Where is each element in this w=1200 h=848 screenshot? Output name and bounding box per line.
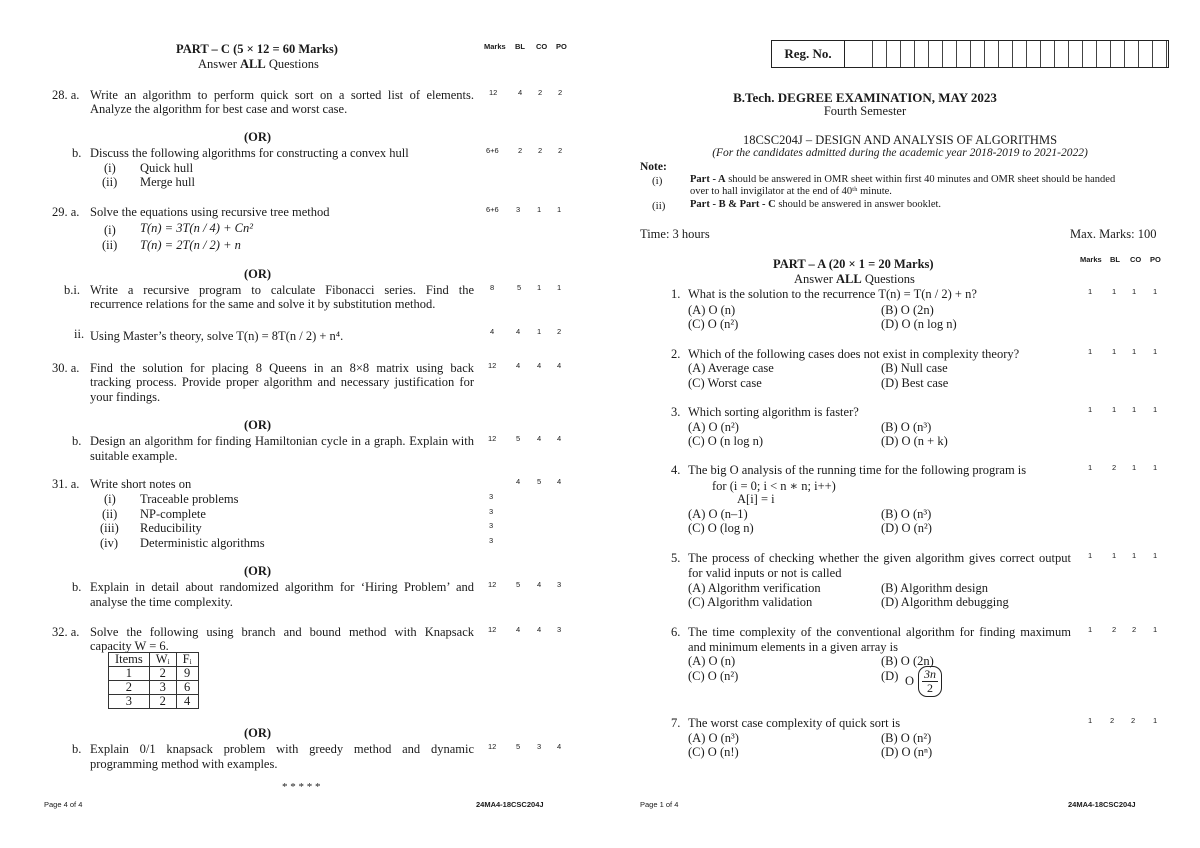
bl: 4 [516,361,521,370]
question-text: The time complexity of the conventional algorithm for finding maximum [688,625,1071,639]
bl: 3 [516,205,521,214]
bl: 4 [516,477,521,486]
formula-denominator: 2 [927,681,934,695]
table-row [109,695,199,709]
end-of-paper-mark: * * * * * [282,781,321,793]
code-line: for (i = 0; i < n ∗ n; i++) [712,479,836,493]
co: 2 [538,88,543,97]
po: 3 [557,625,562,634]
bl: 2 [1112,625,1117,634]
sub-item-text: Deterministic algorithms [140,536,265,550]
part-c-instruction: Answer ALL Questions [198,57,319,71]
exam-title: B.Tech. DEGREE EXAMINATION, MAY 2023 [733,90,997,105]
question-number: 29. a. [52,205,80,219]
time-duration: Time: 3 hours [640,227,710,241]
marks: 1 [1088,405,1093,414]
co: 1 [1132,347,1137,356]
bl: 4 [516,327,521,336]
po: 4 [557,434,562,443]
table-cell: 2 [149,667,176,681]
question-number: 3. [671,405,681,419]
question-text: The worst case complexity of quick sort is [688,716,901,730]
table-cell: 4 [176,695,198,709]
question-number: ii. [74,327,85,341]
marks: 8 [490,283,495,292]
or-separator: (OR) [244,267,272,281]
option-c: (C) Worst case [688,376,762,390]
question-number: b. [72,580,82,594]
page-footer-code: 24MA4-18CSC204J [476,800,544,809]
option-a: (A) Algorithm verification [688,581,821,595]
co: 1 [537,205,542,214]
question-text: and minimum elements in a given array is [688,640,899,654]
note-text: Part - B & Part - C should be answered in answer booklet. [690,199,942,210]
part-c-title: PART – C (5 × 12 = 60 Marks) [176,42,338,56]
option-c: (C) O (n log n) [688,434,763,448]
reg-no-cell[interactable] [858,41,873,67]
option-d-formula [905,666,942,697]
co: 1 [1132,405,1137,414]
bl: 5 [517,283,522,292]
marks: 12 [488,580,497,589]
question-number: 1. [671,287,681,301]
table-cell: 3 [149,681,176,695]
option-b: (B) O (2n) [881,303,934,317]
table-header: Fᵢ [176,653,198,667]
po: 1 [1153,716,1158,725]
sub-item-number: (i) [104,492,116,506]
co: 4 [537,625,542,634]
reg-no-cell[interactable] [886,41,901,67]
co: 1 [1132,463,1137,472]
co: 1 [537,283,542,292]
table-cell: 3 [109,695,150,709]
code-line: A[i] = i [737,492,775,506]
marks: 4 [490,327,495,336]
option-c: (C) O (n²) [688,669,739,683]
co: 4 [537,580,542,589]
sub-item-text: Reducibility [140,521,202,535]
bl: 2 [1112,463,1117,472]
question-number: b. [72,146,82,160]
question-text: Analyze the algorithm for best case and worst case. [90,102,348,116]
marks: 1 [1088,716,1093,725]
option-c: (C) O (n!) [688,745,739,759]
option-a: (A) O (n²) [688,420,739,434]
question-text: tracking process. Provide proper algorithm and necessary justification for [90,375,474,389]
equation: T(n) = 2T(n / 2) + n [140,238,241,252]
question-text: Solve the equations using recursive tree method [90,205,330,219]
marks: 12 [488,361,497,370]
max-marks: Max. Marks: 100 [1070,227,1157,241]
knapsack-table [108,652,199,709]
question-text: Solve the following using branch and bound method with Knapsack [90,625,474,639]
marks: 1 [1088,463,1093,472]
question-number: 2. [671,347,681,361]
po: 4 [557,742,562,751]
question-text: your findings. [90,390,161,404]
sub-item-text: Merge hull [140,175,195,189]
question-text: Discuss the following algorithms for constructing a convex hull [90,146,409,160]
col-header-po: PO [556,42,567,51]
or-separator: (OR) [244,564,272,578]
reg-no-cell[interactable] [1124,41,1139,67]
question-text: Find the solution for placing 8 Queens in an 8×8 matrix using back [90,361,474,375]
po: 2 [558,88,563,97]
option-a: (A) O (n) [688,303,736,317]
table-cell: 1 [109,667,150,681]
page-footer-code: 24MA4-18CSC204J [1068,800,1136,809]
reg-no-cell[interactable] [1096,41,1111,67]
sub-item-marks: 3 [489,521,494,530]
reg-no-cell[interactable] [1026,41,1041,67]
table-cell: 2 [149,695,176,709]
question-number: 32. a. [52,625,80,639]
col-header-marks: Marks [484,42,506,51]
po: 3 [557,580,562,589]
question-number: 7. [671,716,681,730]
marks: 1 [1088,625,1093,634]
part-a-title: PART – A (20 × 1 = 20 Marks) [773,257,934,271]
or-separator: (OR) [244,418,272,432]
equation: T(n) = 3T(n / 4) + Cn² [140,221,253,235]
po: 4 [557,361,562,370]
sub-item-number: (iii) [100,521,119,535]
question-number: 6. [671,625,681,639]
question-text: Which of the following cases does not exist in complexity theory? [688,347,1020,361]
bl: 1 [1112,347,1117,356]
sub-item-text: Quick hull [140,161,194,175]
course-title: 18CSC204J – DESIGN AND ANALYSIS OF ALGORITHMS [742,133,1058,147]
reg-no-box [771,40,1169,68]
sub-item-marks: 3 [489,492,494,501]
sub-item-marks: 3 [489,507,494,516]
question-text: for valid inputs or not is called [688,566,842,580]
col-header-co: CO [536,42,548,51]
reg-no-cell[interactable] [1082,41,1097,67]
option-d: (D) Algorithm debugging [881,595,1009,609]
note-label: Note: [640,161,667,173]
col-header-co: CO [1130,255,1142,264]
question-number: 31. a. [52,477,80,491]
co: 3 [537,742,542,751]
po: 1 [1153,405,1158,414]
bl: 1 [1112,551,1117,560]
sub-item-number: (ii) [102,175,118,189]
marks: 12 [488,434,497,443]
reg-no-cell[interactable] [984,41,999,67]
question-text: Explain in detail about randomized algorithm for ‘Hiring Problem’ and [90,580,474,594]
bl: 4 [516,625,521,634]
marks: 1 [1088,347,1093,356]
option-a: (A) O (n³) [688,731,739,745]
course-note: (For the candidates admitted during the academic year 2018-2019 to 2021-2022) [712,147,1088,159]
note-text: Part - A should be answered in OMR sheet within first 40 minutes and OMR sheet should be handed [690,174,1116,185]
question-text: Write a recursive program to calculate Fibonacci series. Find the [90,283,474,297]
option-d: (D) Best case [881,376,949,390]
table-header-row [109,653,199,667]
col-header-bl: BL [1110,255,1120,264]
co: 4 [537,434,542,443]
note-number: (i) [652,175,663,187]
formula-fraction [922,668,938,695]
sub-item-marks: 3 [489,536,494,545]
bl: 2 [1110,716,1115,725]
question-number: 28. a. [52,88,80,102]
table-cell: 6 [176,681,198,695]
marks: 6+6 [486,205,499,214]
po: 1 [557,205,562,214]
question-number: 4. [671,463,681,477]
reg-no-cell[interactable] [1040,41,1055,67]
sub-item-number: (ii) [102,238,118,252]
or-separator: (OR) [244,726,272,740]
sub-item-number: (iv) [100,536,119,550]
option-b: (B) O (n²) [881,731,932,745]
page-footer-number: Page 1 of 4 [640,800,679,809]
question-number: 5. [671,551,681,565]
question-text: suitable example. [90,449,178,463]
marks: 12 [488,742,497,751]
po: 1 [1153,347,1158,356]
col-header-bl: BL [515,42,525,51]
reg-no-cell[interactable] [1012,41,1027,67]
question-text: capacity W = 6. [90,639,169,653]
bl: 4 [518,88,523,97]
semester: Fourth Semester [823,104,907,118]
note-text: over to hall invigilator at the end of 40ᵗʰ minute. [690,186,892,197]
question-text: The big O analysis of the running time for the following program is [688,463,1027,477]
reg-no-cell[interactable] [942,41,957,67]
reg-no-cell[interactable] [1054,41,1069,67]
po: 2 [557,327,562,336]
question-text: The process of checking whether the given algorithm gives correct output [688,551,1071,565]
reg-no-cell[interactable] [872,41,887,67]
option-b: (B) O (n³) [881,507,932,521]
col-header-marks: Marks [1080,255,1102,264]
formula-numerator: 3n [924,667,937,681]
option-d: (D) O (n²) [881,521,932,535]
question-text: recurrence relations for the same and solve it by substitution method. [90,297,436,311]
po: 1 [1153,551,1158,560]
co: 4 [537,361,542,370]
question-text: Write short notes on [90,477,192,491]
option-a: (A) O (n–1) [688,507,748,521]
co: 2 [1131,716,1136,725]
bl: 2 [518,146,523,155]
part-a-instruction: Answer ALL Questions [794,272,915,286]
marks: 1 [1088,287,1093,296]
reg-no-cell[interactable] [1152,41,1167,67]
question-number: b. [72,742,82,756]
po: 1 [1153,625,1158,634]
option-b: (B) Algorithm design [881,581,988,595]
table-row [109,667,199,681]
question-number: 30. a. [52,361,80,375]
question-number: b.i. [64,283,80,297]
bl: 5 [516,434,521,443]
reg-no-cell[interactable] [998,41,1013,67]
question-text: Explain 0/1 knapsack problem with greedy method and dynamic [90,742,474,756]
po: 1 [557,283,562,292]
bl: 5 [516,580,521,589]
option-c: (C) Algorithm validation [688,595,813,609]
reg-no-cell[interactable] [970,41,985,67]
option-b: (B) Null case [881,361,948,375]
question-text: Using Master’s theory, solve T(n) = 8T(n / 2) + n⁴. [90,329,344,343]
sub-item-number: (i) [104,223,116,237]
sub-item-text: Traceable problems [140,492,239,506]
reg-no-cell[interactable] [956,41,971,67]
marks: 1 [1088,551,1093,560]
reg-no-cell[interactable] [914,41,929,67]
bl: 1 [1112,287,1117,296]
option-b: (B) O (2n) [881,654,934,668]
reg-no-cell[interactable] [928,41,943,67]
table-row [109,681,199,695]
question-text: Which sorting algorithm is faster? [688,405,859,419]
question-text: Write an algorithm to perform quick sort on a sorted list of elements. [90,88,474,102]
co: 2 [1132,625,1137,634]
option-a: (A) Average case [688,361,774,375]
formula-o: O [905,674,915,688]
sub-item-number: (ii) [102,507,118,521]
or-separator: (OR) [244,130,272,144]
question-text: Design an algorithm for finding Hamiltonian cycle in a graph. Explain with [90,434,474,448]
co: 5 [537,477,542,486]
question-number: b. [72,434,82,448]
reg-no-label: Reg. No. [772,41,845,67]
po: 1 [1153,287,1158,296]
note-number: (ii) [652,200,666,212]
po: 4 [557,477,562,486]
marks: 6+6 [486,146,499,155]
co: 1 [537,327,542,336]
option-c: (C) O (n²) [688,317,739,331]
table-cell: 9 [176,667,198,681]
sub-item-text: NP-complete [140,507,206,521]
option-b: (B) O (n³) [881,420,932,434]
co: 1 [1132,551,1137,560]
bl: 1 [1112,405,1117,414]
sub-item-number: (i) [104,161,116,175]
option-d: (D) O (nⁿ) [881,745,933,759]
table-cell: 2 [109,681,150,695]
co: 1 [1132,287,1137,296]
marks: 12 [488,625,497,634]
page-footer-number: Page 4 of 4 [44,800,83,809]
bl: 5 [516,742,521,751]
question-text: analyse the time complexity. [90,595,233,609]
question-text: programming method with examples. [90,757,278,771]
reg-no-cell[interactable] [1068,41,1083,67]
po: 1 [1153,463,1158,472]
option-d: (D) O (n log n) [881,317,957,331]
po: 2 [558,146,563,155]
question-text: What is the solution to the recurrence T(n) = T(n / 2) + n? [688,287,977,301]
option-d: (D) [881,669,899,683]
reg-no-cell[interactable] [900,41,915,67]
table-header: Items [109,653,150,667]
marks: 12 [489,88,498,97]
option-c: (C) O (log n) [688,521,754,535]
option-a: (A) O (n) [688,654,736,668]
col-header-po: PO [1150,255,1161,264]
reg-no-cell[interactable] [1110,41,1125,67]
table-header: Wᵢ [149,653,176,667]
option-d: (D) O (n + k) [881,434,948,448]
co: 2 [538,146,543,155]
reg-no-cell[interactable] [1138,41,1153,67]
